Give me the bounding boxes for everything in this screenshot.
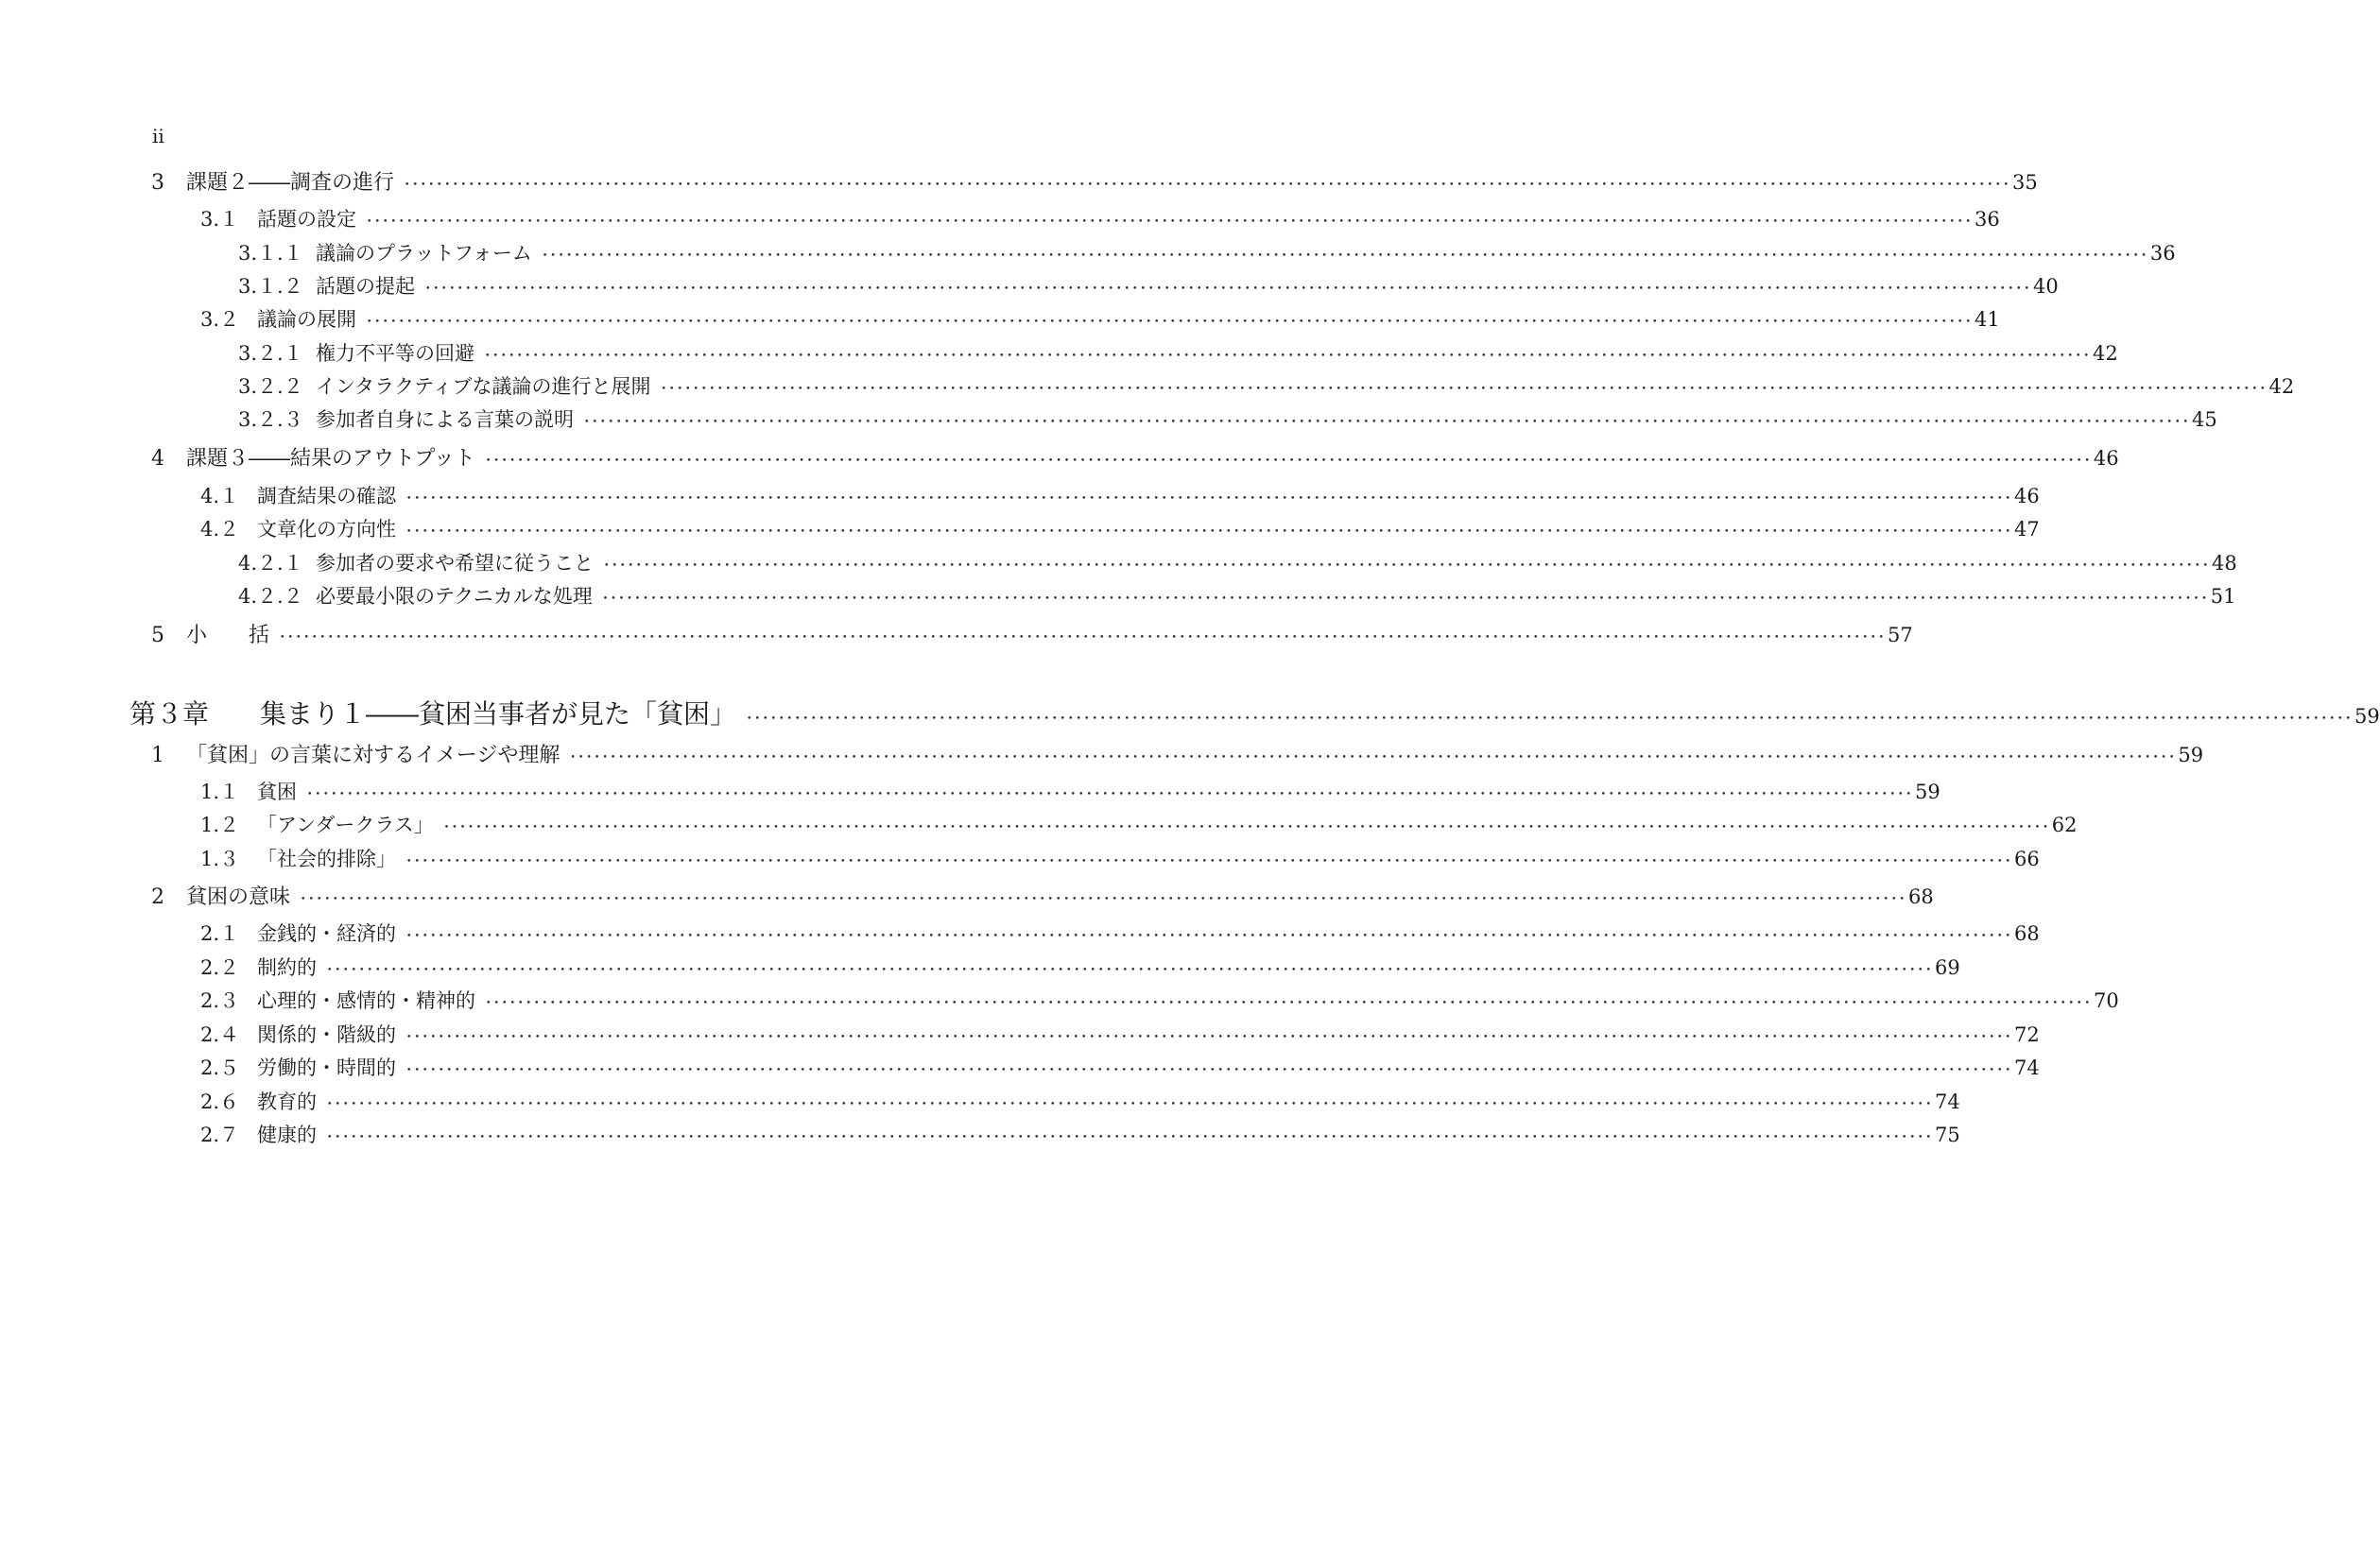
toc-entry-title: 集まり１――貧困当事者が見た「貧困」 bbox=[260, 698, 737, 730]
toc-entry bbox=[238, 548, 2237, 576]
toc-entry-number: 3.２.２ bbox=[238, 375, 303, 398]
toc-entry bbox=[238, 371, 2295, 400]
toc-entry-page-number: 42 bbox=[2093, 342, 2118, 365]
dot-leader: ････････････････････････････････････････････････････････････････････････････････････････････････････････････････････････････････････････････････････････････････････････････････････････････････････････ bbox=[366, 213, 1974, 230]
toc-entry bbox=[200, 844, 2040, 872]
toc-entry-number: 第３章 bbox=[129, 698, 210, 730]
toc-entry bbox=[200, 304, 2000, 333]
toc-entry bbox=[151, 881, 1934, 910]
toc-entry-number: 3.２.１ bbox=[238, 342, 303, 365]
dot-leader: ････････････････････････････････････････････････････････････････････････････････････････････････････････････････････････････････････････････････････････････････････････････････････････････････････････ bbox=[405, 523, 2013, 540]
toc-entry-page-number: 59 bbox=[1915, 781, 1940, 803]
toc-entry-number: 2.６ bbox=[200, 1091, 240, 1113]
toc-entry-page-number: 36 bbox=[2149, 242, 2176, 265]
toc-entry-number: 1 bbox=[151, 744, 164, 767]
toc-entry-title: 貧困の意味 bbox=[186, 885, 291, 909]
dot-leader: ････････････････････････････････････････････････････････････････････････････････････････････････････････････････････････････････････････････････････････････････････････････････････････････････････････ bbox=[601, 590, 2209, 607]
toc-entry-page-number: 68 bbox=[1908, 885, 1934, 908]
dot-leader: ････････････････････････････････････････････････････････････････････････････････････････････････････････････････････････････････････････････････････････････････････････････････････････････････････････ bbox=[541, 247, 2148, 264]
dot-leader: ････････････････････････････････････････････････････････････････････････････････････････････････････････････････････････････････････････････････････････････････････････････････････････････････････････ bbox=[326, 961, 1934, 978]
toc-entry-number: 2 bbox=[151, 885, 164, 909]
dot-leader: ････････････････････････････････････････････････････････････････････････････････････････････････････････････････････････････････････････････････････････････････････････････････････････････････････････ bbox=[485, 994, 2093, 1011]
dot-leader: ････････････････････････････････････････････････････････････････････････････････････････････････････････････････････････････････････････････････････････････････････････････････････････････････････････ bbox=[424, 280, 2032, 297]
toc-entry-title: 議論のプラットフォーム bbox=[316, 242, 532, 265]
dot-leader: ････････････････････････････････････････････････････････････････････････････････････････････････････････････････････････････････････････････････････････････････････････････････････････････････････････ bbox=[405, 927, 2013, 944]
toc-chapter-entry bbox=[129, 694, 2380, 731]
toc-entry-title: 「社会的排除」 bbox=[257, 848, 396, 870]
toc-entry-title: 労働的・時間的 bbox=[257, 1056, 396, 1079]
toc-entry-title: 金銭的・経済的 bbox=[257, 922, 396, 945]
toc-entry bbox=[151, 442, 2119, 472]
toc-entry-page-number: 74 bbox=[1935, 1091, 1960, 1113]
toc-entry-title: 貧困 bbox=[257, 781, 297, 803]
toc-entry bbox=[238, 271, 2059, 300]
toc-entry bbox=[200, 514, 2040, 542]
dot-leader: ････････････････････････････････････････････････････････････････････････････････････････････････････････････････････････････････････････････････････････････････････････････････････････････････････････ bbox=[326, 1128, 1934, 1145]
toc-entry-number: 5 bbox=[151, 624, 164, 647]
toc-entry bbox=[238, 338, 2118, 367]
dot-leader: ････････････････････････････････････････････････････････････････････････････････････････････････････････････････････････････････････････････････････････････････････････････････････････････････････････ bbox=[583, 413, 2191, 430]
toc-entry-page-number: 62 bbox=[2051, 814, 2078, 836]
toc-entry-number: 3.１.２ bbox=[238, 275, 303, 298]
toc-entry-title: 権力不平等の回避 bbox=[316, 342, 474, 365]
toc-entry-title: 「アンダークラス」 bbox=[257, 814, 434, 836]
toc-entry-page-number: 41 bbox=[1975, 308, 2000, 331]
toc-entry bbox=[200, 777, 1940, 805]
toc-entry-title: 議論の展開 bbox=[257, 308, 356, 331]
toc-entry bbox=[200, 919, 2040, 947]
toc-entry-page-number: 69 bbox=[1935, 956, 1960, 979]
toc-entry-page-number: 48 bbox=[2212, 552, 2237, 575]
dot-leader: ････････････････････････････････････････････････････････････････････････････････････････････････････････････････････････････････････････････････････････････････････････････････････････････････････････ bbox=[279, 628, 1887, 645]
toc-entry-title: 小 括 bbox=[186, 624, 270, 647]
dot-leader: ････････････････････････････････････････････････････････････････････････････････････････････････････････････････････････････････････････････････････････････････････････････････････････････････････････ bbox=[306, 785, 1914, 802]
toc-entry-page-number: 45 bbox=[2192, 408, 2217, 431]
toc-entry-title: 制約的 bbox=[257, 956, 317, 979]
dot-leader: ････････････････････････････････････････････････････････････････････････････････････････････････････････････････････････････････････････････････････････････････････････････････････････････････････････ bbox=[366, 313, 1974, 330]
toc-entry-number: 2.４ bbox=[200, 1023, 240, 1046]
toc-entry-number: 3.１ bbox=[200, 208, 240, 231]
toc-entry-title: 文章化の方向性 bbox=[257, 518, 396, 541]
dot-leader: ････････････････････････････････････････････････････････････････････････････････････････････････････････････････････････････････････････････････････････････････････････････････････････････････････････ bbox=[484, 347, 2092, 364]
toc-entry-number: 4.２.２ bbox=[238, 585, 303, 608]
dot-leader: ････････････････････････････････････････････････････････････････････････････････････････････････････････････････････････････････････････････････････････････････････････････････････････････････････････ bbox=[405, 1028, 2013, 1045]
toc-entry-page-number: 75 bbox=[1935, 1124, 1960, 1146]
toc-entry-title: インタラクティブな議論の進行と展開 bbox=[316, 375, 651, 398]
toc-entry-number: 4.１ bbox=[200, 485, 240, 507]
toc-entry bbox=[200, 1053, 2040, 1081]
toc-entry-number: 2.３ bbox=[200, 989, 240, 1012]
toc-entry-title: 心理的・感情的・精神的 bbox=[257, 989, 475, 1012]
toc-entry bbox=[200, 953, 1960, 981]
toc-entry bbox=[200, 1120, 1960, 1148]
toc-entry bbox=[200, 810, 2078, 838]
toc-entry-page-number: 70 bbox=[2094, 989, 2119, 1012]
toc-entry-number: 3.２.３ bbox=[238, 408, 303, 431]
toc-entry bbox=[200, 1020, 2040, 1048]
toc-entry-page-number: 59 bbox=[2178, 744, 2204, 766]
dot-leader: ････････････････････････････････････････････････････････････････････････････････････････････････････････････････････････････････････････････････････････････････････････････････････････････････････････ bbox=[569, 748, 2177, 765]
toc-entry bbox=[200, 986, 2119, 1014]
toc-entry bbox=[238, 238, 2176, 266]
toc-entry bbox=[238, 404, 2217, 433]
toc-entry bbox=[200, 204, 2000, 232]
toc-entry bbox=[200, 481, 2040, 509]
dot-leader: ････････････････････････････････････････････････････････････････････････････････････････････････････････････････････････････････････････････････････････････････････････････････････････････････････････ bbox=[326, 1095, 1934, 1112]
toc-entry-title: 教育的 bbox=[257, 1091, 317, 1113]
dot-leader: ････････････････････････････････････････････････････････････････････････････････････････････････････････････････････････････････････････････････････････････････････････････････････････････････････････ bbox=[405, 852, 2013, 869]
toc-entry-number: 2.５ bbox=[200, 1056, 240, 1079]
toc-entry-page-number: 47 bbox=[2014, 518, 2040, 541]
toc-entry bbox=[151, 166, 2038, 196]
dot-leader: ････････････････････････････････････････････････････････････････････････････････････････････････････････････････････････････････････････････････････････････････････････････････････････････････････････ bbox=[405, 490, 2013, 507]
toc-entry-number: 3.１.１ bbox=[238, 242, 303, 265]
toc-entry-title: 必要最小限のテクニカルな処理 bbox=[316, 585, 593, 608]
toc-entry-page-number: 35 bbox=[2012, 171, 2038, 194]
toc-entry bbox=[151, 739, 2204, 768]
page-folio: ii bbox=[152, 125, 164, 147]
toc-entry-number: 4.２ bbox=[200, 518, 240, 541]
toc-entry-title: 関係的・階級的 bbox=[257, 1023, 396, 1046]
toc-entry-page-number: 66 bbox=[2014, 848, 2040, 870]
toc-entry-title: 参加者の要求や希望に従うこと bbox=[316, 552, 594, 575]
toc-entry-page-number: 42 bbox=[2268, 375, 2295, 398]
toc-entry-title: 健康的 bbox=[257, 1124, 317, 1146]
dot-leader: ････････････････････････････････････････････････････････････････････････････････････････････････････････････････････････････････････････････････････････････････････････････････････････････････････････ bbox=[404, 176, 2011, 193]
toc-entry bbox=[238, 581, 2236, 610]
toc-entry-title: 課題２――調査の進行 bbox=[186, 171, 395, 195]
toc-entry-page-number: 36 bbox=[1975, 208, 2000, 231]
dot-leader: ････････････････････････････････････････････････････････････････････････････････････････････････････････････････････････････････････････････････････････････････････････････････････････････････････････ bbox=[300, 890, 1907, 907]
toc-entry-page-number: 57 bbox=[1888, 624, 1913, 646]
toc-entry-page-number: 46 bbox=[2014, 485, 2040, 507]
toc-entry-number: 4.２.１ bbox=[238, 552, 303, 575]
toc-entry-title: 参加者自身による言葉の説明 bbox=[316, 408, 574, 431]
toc-entry-number: 1.２ bbox=[200, 814, 240, 836]
toc-entry-page-number: 74 bbox=[2014, 1056, 2040, 1079]
toc-entry-number: 2.７ bbox=[200, 1124, 240, 1146]
dot-leader: ････････････････････････････････････････････････････････････････････････････････････････････････････････････････････････････････････････････････････････････････････････････････････････････････････････ bbox=[484, 452, 2092, 469]
toc-entry-title: 課題３――結果のアウトプット bbox=[186, 447, 475, 471]
dot-leader: ････････････････････････････････････････････････････････････････････････････････････････････････････････････････････････････････････････････････････････････････････････････････････････････････････････ bbox=[405, 1061, 2013, 1078]
toc-entry-number: 3 bbox=[151, 171, 164, 195]
toc-entry-number: 2.２ bbox=[200, 956, 240, 979]
toc-entry-title: 話題の提起 bbox=[316, 275, 415, 298]
toc-entry-number: 1.１ bbox=[200, 781, 240, 803]
toc-entry bbox=[151, 619, 1913, 648]
dot-leader: ････････････････････････････････････････････････････････････････････････････････････････････････････････････････････････････････････････････････････････････････････････････････････････････････････････ bbox=[442, 818, 2050, 835]
dot-leader: ････････････････････････････････････････････････････････････････････････････････････････････････････････････････････････････････････････････････････････････････････････････････････････････････････････ bbox=[603, 557, 2211, 574]
toc-entry bbox=[200, 1087, 1960, 1115]
toc-entry-number: 2.１ bbox=[200, 922, 240, 945]
toc-entry-page-number: 72 bbox=[2014, 1023, 2040, 1046]
dot-leader: ････････････････････････････････････････････････････････････････････････････････････････････････････････････････････････････････････････････････････････････････････････････････････････････････････････ bbox=[746, 710, 2354, 727]
dot-leader: ････････････････････････････････････････････････････････････････････････････････････････････････････････････････････････････････････････････････････････････････････････････････････････････････････････ bbox=[660, 380, 2268, 397]
toc-entry-page-number: 51 bbox=[2210, 585, 2236, 608]
toc-entry-number: 1.３ bbox=[200, 848, 240, 870]
toc-entry-page-number: 59 bbox=[2354, 705, 2380, 728]
toc-entry-number: 3.２ bbox=[200, 308, 240, 331]
toc-entry-page-number: 46 bbox=[2093, 447, 2119, 470]
toc-entry-title: 話題の設定 bbox=[257, 208, 356, 231]
toc-entry-page-number: 40 bbox=[2033, 275, 2059, 298]
toc-entry-title: 「貧困」の言葉に対するイメージや理解 bbox=[186, 744, 561, 767]
toc-entry-page-number: 68 bbox=[2014, 922, 2040, 945]
toc-entry-title: 調査結果の確認 bbox=[257, 485, 396, 507]
toc-entry-number: 4 bbox=[151, 447, 164, 471]
